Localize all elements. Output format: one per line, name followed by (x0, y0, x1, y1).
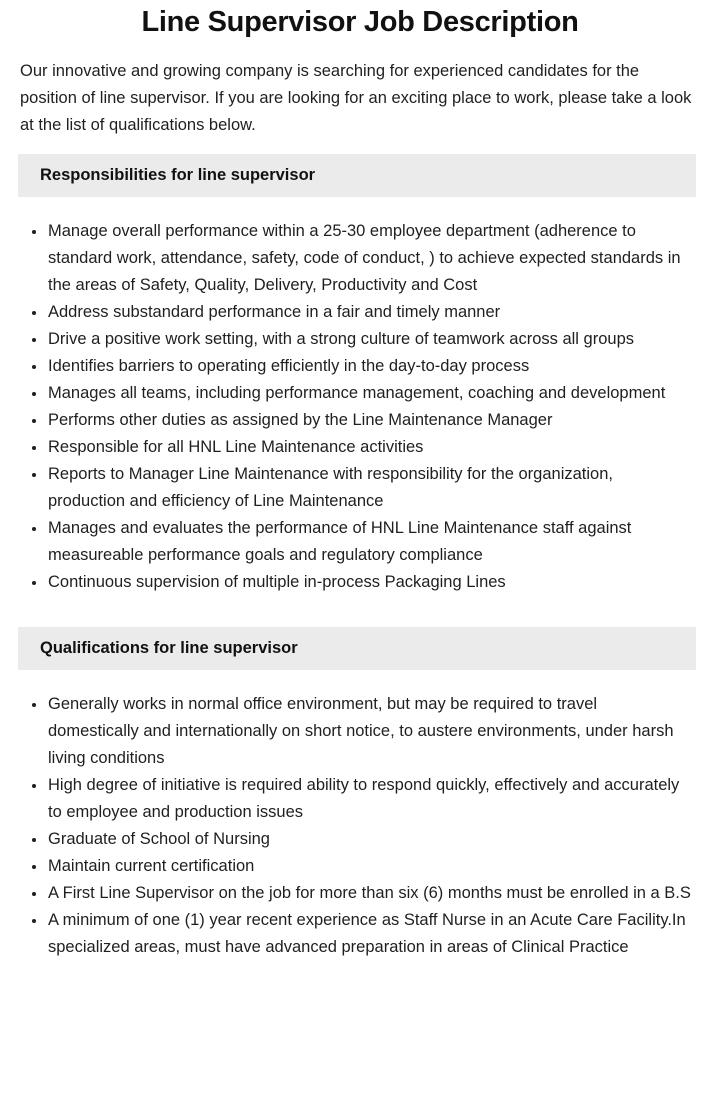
list-item: • Identifies barriers to operating efficiently in the day-to-day process (47, 353, 692, 380)
list-item: • A minimum of one (1) year recent experience as Staff Nurse in an Acute Care Facility.In specialized areas, must have advanced preparation in areas of Clinical Practice (47, 907, 692, 961)
list-item: • Generally works in normal office environment, but may be required to travel domestically and internationally on short notice, to austere environments, under harsh living conditions (47, 691, 692, 772)
list-item: • Manages all teams, including performance management, coaching and development (47, 380, 692, 407)
responsibilities-list (20, 218, 692, 596)
list-item: • Manages and evaluates the performance of HNL Line Maintenance staff against measureable performance goals and regulatory compliance (47, 515, 692, 569)
page-title: Line Supervisor Job Description (141, 6, 579, 38)
intro-paragraph: Our innovative and growing company is searching for experienced candidates for the position of line supervisor. If you are looking for an exciting place to work, please take a look at the list of qualifications below. (20, 62, 692, 134)
list-item: • Reports to Manager Line Maintenance with responsibility for the organization, production and efficiency of Line Maintenance (47, 461, 692, 515)
list-item: • High degree of initiative is required ability to respond quickly, effectively and accurately to employee and production issues (47, 772, 692, 826)
section-heading-responsibilities: Responsibilities for line supervisor (18, 154, 696, 197)
list-item: • Manage overall performance within a 25-30 employee department (adherence to standard work, attendance, safety, code of conduct, ) to achieve expected standards in the areas of Safety, Quality, Delivery, Productivity and Cost (47, 218, 692, 299)
list-item: • Continuous supervision of multiple in-process Packaging Lines (47, 569, 692, 596)
list-item: • Maintain current certification (47, 853, 692, 880)
section-heading-qualifications: Qualifications for line supervisor (18, 627, 696, 670)
list-item: • A First Line Supervisor on the job for more than six (6) months must be enrolled in a B.S (47, 880, 692, 907)
list-item: • Drive a positive work setting, with a strong culture of teamwork across all groups (47, 326, 692, 353)
qualifications-list (20, 691, 692, 961)
list-item: • Address substandard performance in a fair and timely manner (47, 299, 692, 326)
list-item: • Performs other duties as assigned by the Line Maintenance Manager (47, 407, 692, 434)
list-item: • Graduate of School of Nursing (47, 826, 692, 853)
list-item: • Responsible for all HNL Line Maintenance activities (47, 434, 692, 461)
